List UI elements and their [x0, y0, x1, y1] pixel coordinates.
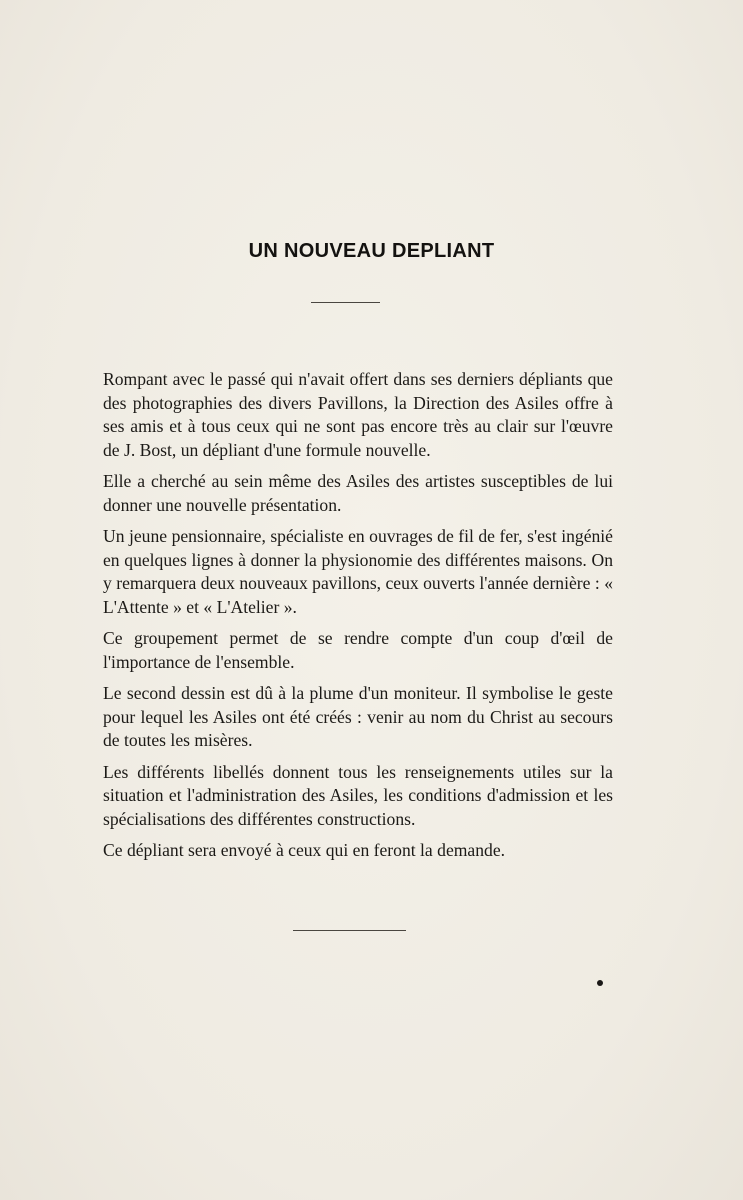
end-divider — [293, 930, 406, 931]
paragraph-5: Le second dessin est dû à la plume d'un moniteur. Il symbolise le geste pour lequel les Asiles ont été créés : venir au nom du Christ au secours de toutes les misères. — [103, 683, 613, 750]
paragraph-2: Elle a cherché au sein même des Asiles des artistes susceptibles de lui donner une nouvelle présentation. — [103, 471, 613, 515]
title-divider — [311, 302, 380, 303]
paragraph-1: Rompant avec le passé qui n'avait offert dans ses derniers dépliants que des photographies des divers Pavillons, la Direction des Asiles offre à ses amis et à tous ceux qui ne sont pas encore très au clair sur l'œuvre de J. Bost, un dépliant d'une formule nouvelle. — [103, 369, 613, 460]
ink-dot — [597, 980, 603, 986]
paragraph-4: Ce groupement permet de se rendre compte d'un coup d'œil de l'importance de l'ensemble. — [103, 628, 613, 672]
article-body — [103, 368, 613, 871]
page-title: UN NOUVEAU DEPLIANT — [248, 240, 495, 262]
paragraph-7: Ce dépliant sera envoyé à ceux qui en feront la demande. — [103, 840, 506, 860]
paragraph-3: Un jeune pensionnaire, spécialiste en ouvrages de fil de fer, s'est ingénié en quelques lignes à donner la physionomie des différentes maisons. On y remarquera deux nouveaux pavillons, ceux ouverts l'année dernière : « L'Attente » et « L'Atelier ». — [103, 526, 613, 617]
paragraph-6: Les différents libellés donnent tous les renseignements utiles sur la situation et l'administration des Asiles, les conditions d'admission et les spécialisations des différentes constructions. — [103, 761, 613, 829]
